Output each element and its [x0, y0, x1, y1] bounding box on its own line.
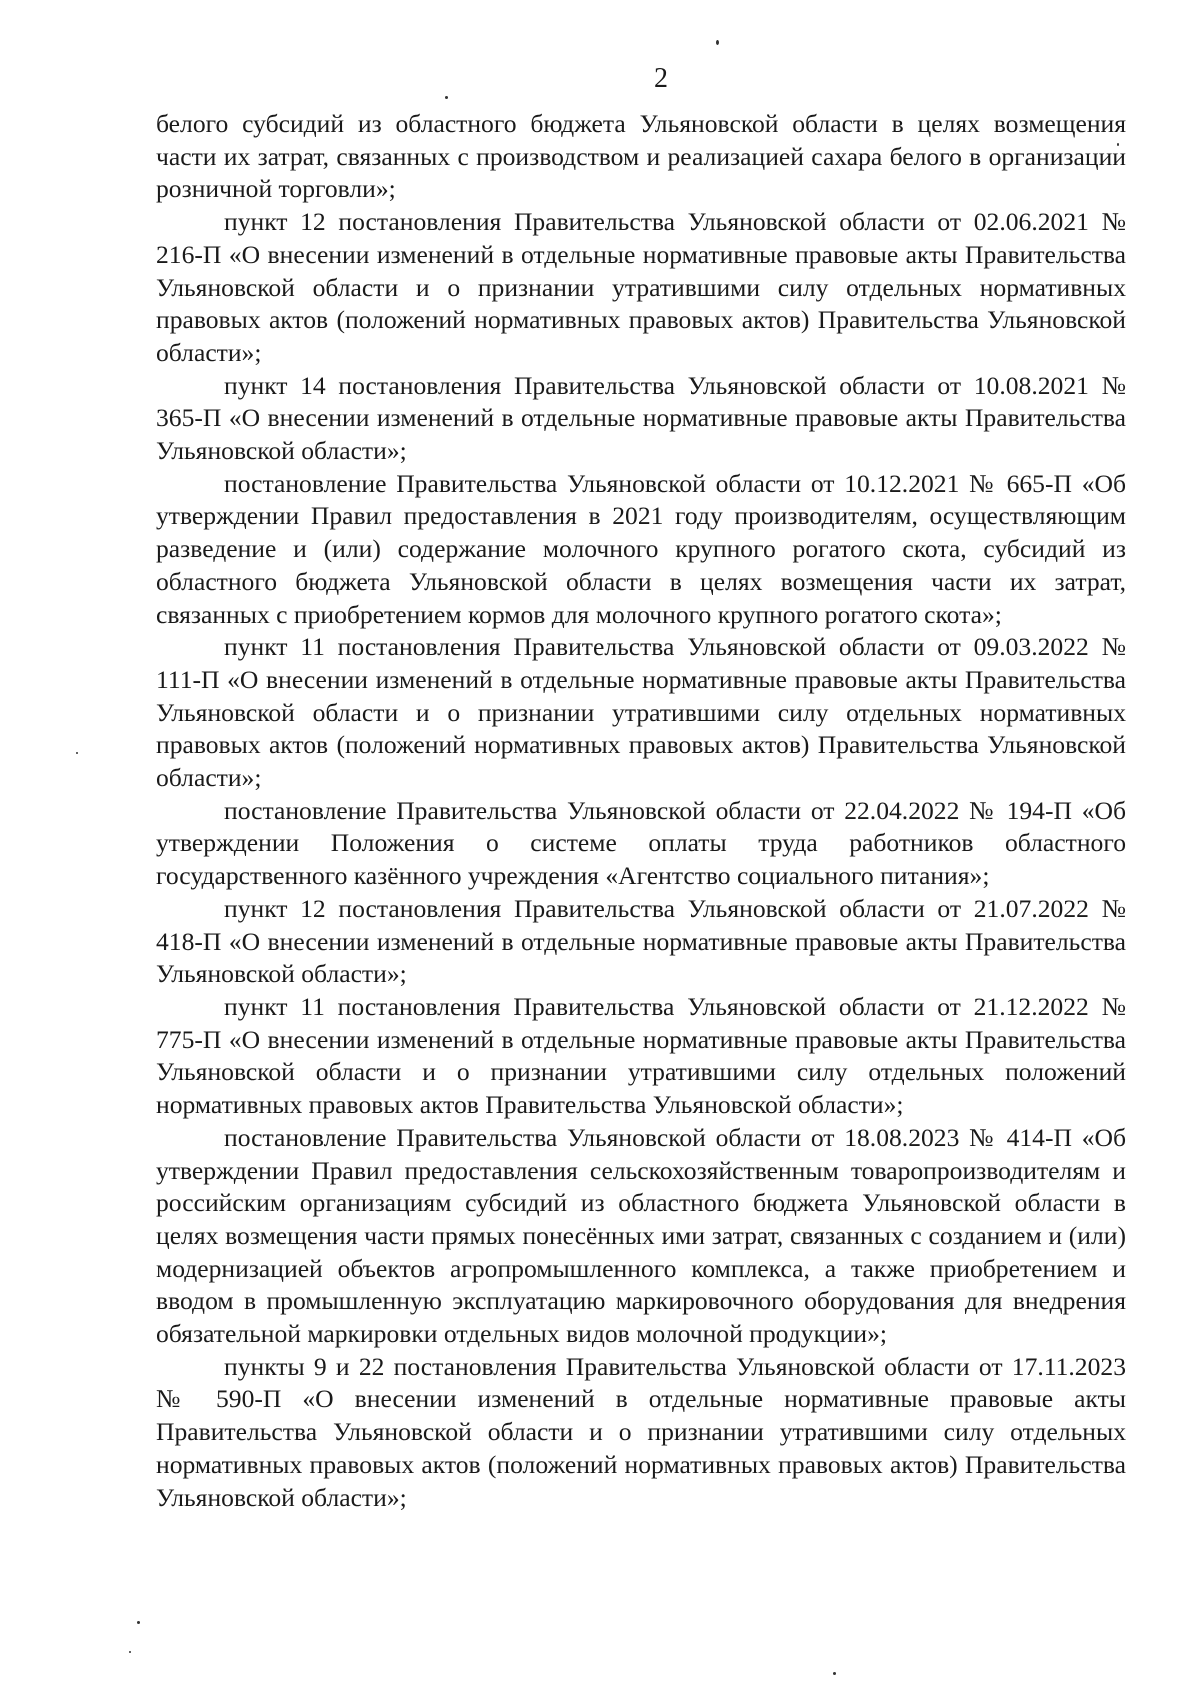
scan-speck — [129, 1651, 131, 1653]
scan-speck — [716, 40, 719, 45]
scan-speck — [833, 1672, 836, 1675]
paragraph: постановление Правительства Ульяновской области от 18.08.2023 № 414-П «Об утверждении Правил предоставления сельскохозяйственным товаропроизводителям и российским организациям субсидий из областного бюджета Ульяновской области в целях возмещения части прямых понесённых ими затрат, связанных с созданием и (или) модернизацией объектов агропромышленного комплекса, а также приобретением и вводом в промышленную эксплуатацию маркировочного оборудования для внедрения обязательной маркировки отдельных видов молочной продукции»; — [156, 1122, 1126, 1349]
paragraph: постановление Правительства Ульяновской области от 10.12.2021 № 665-П «Об утверждении Правил предоставления в 2021 году производителям, осуществляющим разведение и (или) содержание молочного крупного рогатого скота, субсидий из областного бюджета Ульяновской области в целях возмещения части их затрат, связанных с приобретением кормов для молочного крупного рогатого скота»; — [156, 468, 1126, 629]
paragraph: пункты 9 и 22 постановления Правительства Ульяновской области от 17.11.2023 № 590-П «О внесении изменений в отдельные нормативные правовые акты Правительства Ульяновской области и о признании утратившими силу отдельных нормативных правовых актов (положений нормативных правовых актов) Правительства Ульяновской области»; — [156, 1351, 1126, 1512]
page-number: 2 — [654, 63, 668, 94]
paragraph: пункт 11 постановления Правительства Ульяновской области от 09.03.2022 № 111-П «О внесении изменений в отдельные нормативные правовые акты Правительства Ульяновской области и о признании утратившими силу отдельных нормативных правовых актов (положений нормативных правовых актов) Правительства Ульяновской области»; — [156, 632, 1126, 793]
scan-speck — [137, 1621, 140, 1624]
paragraph: пункт 14 постановления Правительства Ульяновской области от 10.08.2021 № 365-П «О внесении изменений в отдельные нормативные правовые акты Правительства Ульяновской области»; — [156, 370, 1126, 466]
paragraph: постановление Правительства Ульяновской области от 22.04.2022 № 194-П «Об утверждении Положения о системе оплаты труда работников областного государственного казённого учреждения «Агентство социального питания»; — [156, 795, 1126, 891]
paragraph: белого субсидий из областного бюджета Ульяновской области в целях возмещения части их затрат, связанных с производством и реализацией сахара белого в организации розничной торговли»; — [156, 109, 1126, 204]
paragraph: пункт 12 постановления Правительства Ульяновской области от 21.07.2022 № 418-П «О внесении изменений в отдельные нормативные правовые акты Правительства Ульяновской области»; — [156, 893, 1126, 989]
paragraph: пункт 11 постановления Правительства Ульяновской области от 21.12.2022 № 775-П «О внесении изменений в отдельные нормативные правовые акты Правительства Ульяновской области и о признании утратившими силу отдельных положений нормативных правовых актов Правительства Ульяновской области»; — [156, 991, 1126, 1120]
paragraph: пункт 12 постановления Правительства Ульяновской области от 02.06.2021 № 216-П «О внесении изменений в отдельные нормативные правовые акты Правительства Ульяновской области и о признании утратившими силу отдельных нормативных правовых актов (положений нормативных правовых актов) Правительства Ульяновской области»; — [156, 207, 1126, 367]
scan-speck — [76, 752, 78, 754]
document-page — [156, 62, 1126, 1514]
